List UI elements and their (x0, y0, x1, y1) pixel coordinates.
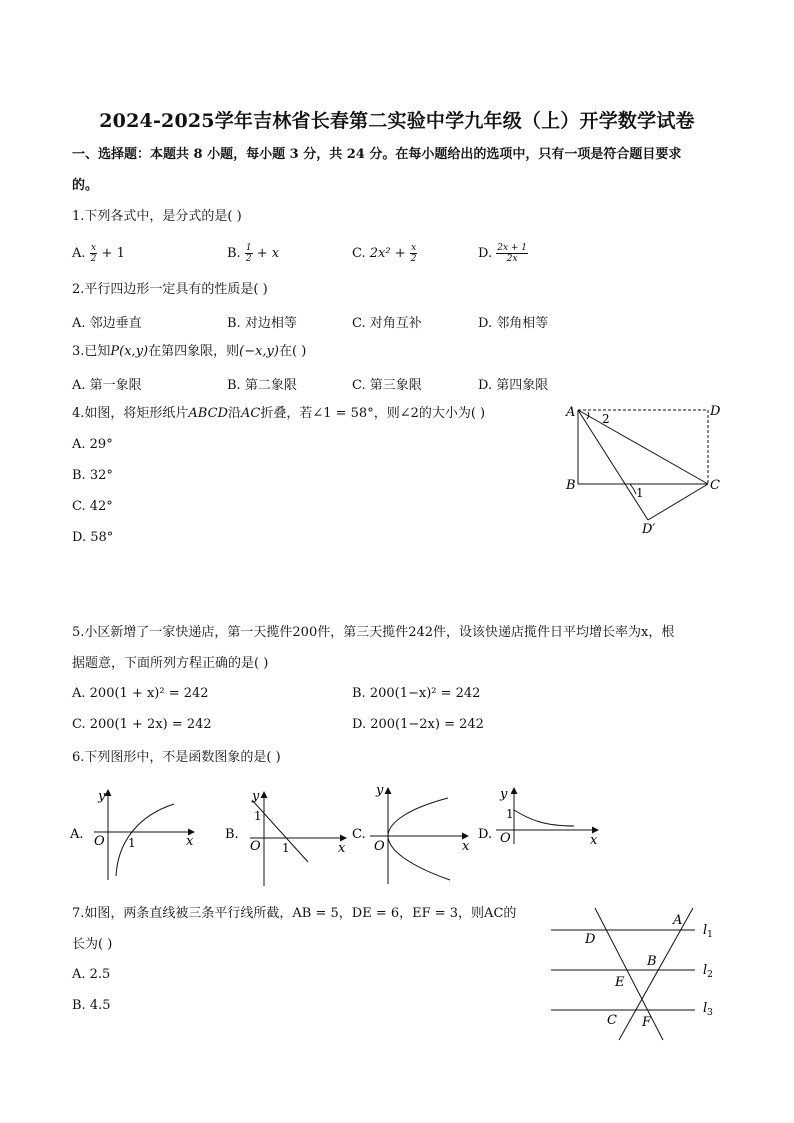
q7-l2-l: l (703, 963, 708, 978)
question-6-stem: 6.下列图形中，不是函数图象的是( ) (72, 750, 281, 765)
page-title: 2024-2025学年吉林省长春第二实验中学九年级（上）开学数学试卷 (99, 110, 695, 132)
q7-transversal-dcf (595, 908, 663, 1040)
q1-option-c[interactable] (352, 243, 417, 264)
q1-option-b[interactable] (227, 243, 279, 264)
q1-a-label: A. (72, 246, 86, 261)
q7-label-d: D (585, 932, 596, 947)
section-heading-line1: 一、选择题：本题共 8 小题，每小题 3 分，共 24 分。在每小题给出的选项中，只有一项是符合题目要求 (72, 147, 682, 162)
q3-option-d[interactable]: D. 第四象限 (478, 378, 549, 393)
q2-option-a[interactable]: A. 邻边垂直 (72, 316, 142, 331)
question-1-stem: 1.下列各式中，是分式的是( ) (72, 209, 242, 224)
q4-option-d[interactable]: D. 58° (72, 530, 114, 545)
q6-d-curve (514, 810, 574, 826)
q6-a-y: y (98, 789, 106, 804)
q4-option-b[interactable]: B. 32° (72, 468, 113, 483)
q6-d-x: x (590, 833, 598, 848)
question-2-stem: 2.平行四边形一定具有的性质是( ) (72, 282, 268, 297)
q4-diagonal: AC (240, 406, 261, 421)
q3-stem-pre: 3.已知 (72, 344, 111, 359)
q6-c-origin: O (374, 839, 385, 854)
q4-figure (560, 400, 730, 540)
q7-label-l1 (703, 923, 713, 940)
q7-label-f: F (642, 1015, 652, 1030)
q7-figure (545, 902, 725, 1044)
q7-l2-sub: 2 (707, 970, 713, 980)
q7-label-a: A (673, 913, 683, 928)
q6-b-label: B. (225, 827, 239, 842)
q7-option-b[interactable]: B. 4.5 (72, 998, 111, 1013)
q1-a-rest: + 1 (101, 246, 125, 261)
q7-option-a[interactable]: A. 2.5 (72, 967, 111, 982)
q6-a-curve (116, 804, 174, 876)
q2-option-c[interactable]: C. 对角互补 (352, 316, 422, 331)
q7-label-l2 (703, 963, 713, 980)
q4-stem-pre: 4.如图，将矩形纸片 (72, 406, 189, 421)
q4-edge-ad-prime (578, 410, 648, 520)
q6-d-label: D. (478, 827, 493, 842)
q7-l1-sub: 1 (707, 930, 713, 940)
q2-option-b[interactable]: B. 对边相等 (227, 316, 297, 331)
q4-label-2: 2 (602, 412, 610, 426)
q5-option-c[interactable]: C. 200(1 + 2x) = 242 (72, 717, 212, 732)
q1-d-fraction (496, 243, 528, 264)
q1-a-num: x (91, 243, 97, 253)
q7-label-e: E (615, 975, 625, 990)
q6-b-y: y (252, 789, 260, 804)
q5-option-a[interactable]: A. 200(1 + x)² = 242 (72, 686, 209, 701)
q5-option-d[interactable]: D. 200(1−2x) = 242 (352, 717, 484, 732)
q1-b-den: 2 (245, 254, 252, 264)
q6-d-mark: 1 (506, 807, 514, 821)
q3-stem-mid: 在第四象限，则 (148, 344, 240, 359)
q7-l3-sub: 3 (707, 1008, 713, 1018)
q3-point-p: P(x,y) (110, 344, 149, 359)
q4-label-d: D (710, 404, 721, 419)
q6-b-mark-y: 1 (254, 809, 262, 823)
question-7-stem-line1: 7.如图，两条直线被三条平行线所截，AB = 5，DE = 6，EF = 3，则AC的 (72, 906, 517, 921)
q4-stem-mid: 沿 (227, 406, 241, 421)
q6-graph-a[interactable] (70, 789, 194, 880)
q1-b-label: B. (227, 246, 241, 261)
q1-a-fraction (90, 243, 98, 264)
q7-label-l3 (703, 1001, 713, 1018)
q6-graphs (70, 780, 610, 890)
q3-option-c[interactable]: C. 第三象限 (352, 378, 422, 393)
q6-a-mark: 1 (128, 836, 136, 850)
q6-graph-c[interactable] (352, 783, 470, 884)
q1-d-num: 2x + 1 (497, 243, 528, 253)
q1-c-num: x (411, 243, 417, 253)
q6-c-x: x (462, 839, 470, 854)
q6-b-origin: O (250, 839, 261, 854)
q3-option-a[interactable]: A. 第一象限 (72, 378, 142, 393)
q4-edge-d-prime-c (648, 484, 708, 520)
section-heading-line2: 的。 (72, 178, 99, 193)
q6-b-mark-x: 1 (282, 841, 290, 855)
q1-c-pre: 2x² + (369, 246, 406, 261)
q3-stem-post: 在( ) (278, 344, 307, 359)
q1-option-d[interactable] (478, 243, 528, 264)
q7-label-b: B (647, 954, 657, 969)
q7-l1-l: l (703, 923, 708, 938)
q5-option-b[interactable]: B. 200(1−x)² = 242 (352, 686, 481, 701)
q6-c-label: C. (352, 827, 366, 842)
q1-b-num: 1 (245, 243, 252, 253)
q6-graph-b[interactable] (225, 789, 346, 886)
question-3-stem (72, 343, 306, 361)
question-5-stem-line2: 据题意，下面所列方程正确的是( ) (72, 656, 269, 671)
q1-b-fraction (245, 243, 253, 264)
q1-c-fraction (410, 243, 418, 264)
q1-d-den: 2x (506, 254, 518, 264)
q4-label-a: A (566, 405, 576, 420)
q1-c-den: 2 (410, 254, 417, 264)
q6-d-y: y (500, 787, 508, 802)
q6-b-x: x (338, 841, 346, 856)
q6-graph-d[interactable] (478, 787, 598, 848)
q4-label-c: C (710, 478, 720, 493)
q4-stem-mid2: 折叠，若∠1 = 58°，则∠2的大小为( ) (260, 406, 486, 421)
question-5-stem-line1: 5.小区新增了一家快递店，第一天揽件200件，第三天揽件242件，设该快递店揽件日平均增长率为x，根 (72, 625, 675, 640)
q4-option-a[interactable]: A. 29° (72, 437, 113, 452)
q6-c-curve (388, 798, 450, 880)
q4-rect: ABCD (188, 406, 228, 421)
q4-label-d-prime: D′ (642, 522, 656, 537)
q1-c-label: C. (352, 246, 366, 261)
q3-option-b[interactable]: B. 第二象限 (227, 378, 297, 393)
q1-d-label: D. (478, 246, 493, 261)
q3-point-q: (−x,y) (239, 344, 279, 359)
question-7-stem-line2: 长为( ) (72, 937, 113, 952)
q6-d-origin: O (500, 831, 511, 846)
question-4-stem (72, 405, 485, 423)
q4-label-b: B (566, 478, 576, 493)
q4-option-c[interactable]: C. 42° (72, 499, 113, 514)
q7-l3-l: l (703, 1001, 708, 1016)
q1-a-den: 2 (90, 254, 97, 264)
q1-option-a[interactable] (72, 243, 125, 264)
q6-a-origin: O (94, 834, 105, 849)
q6-c-y: y (376, 783, 384, 798)
q4-diagonal-ac (578, 410, 708, 484)
q7-label-c: C (607, 1013, 617, 1028)
q2-option-d[interactable]: D. 邻角相等 (478, 316, 549, 331)
q1-b-rest: + x (256, 246, 280, 261)
q4-label-1: 1 (636, 486, 644, 500)
q6-a-x: x (186, 834, 194, 849)
q6-a-label: A. (70, 827, 84, 842)
